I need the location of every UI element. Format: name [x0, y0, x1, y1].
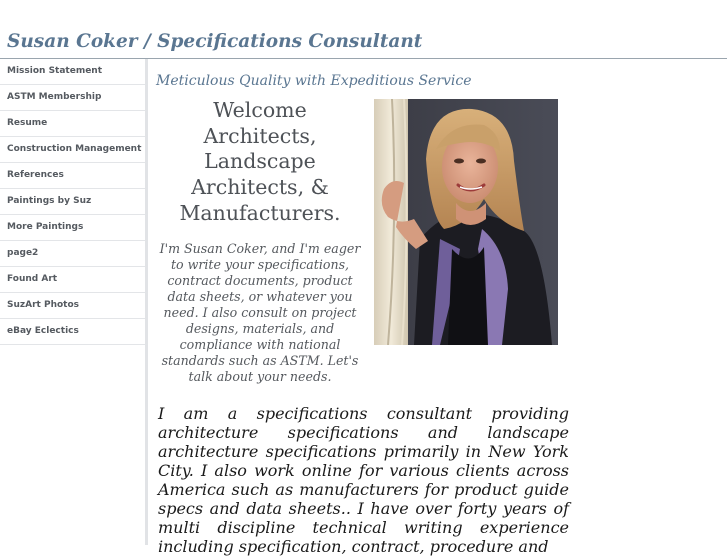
portrait-photo: [374, 99, 558, 345]
sidebar-nav: [0, 59, 148, 545]
sidebar-item-references[interactable]: References: [0, 163, 145, 189]
sidebar-item-construction-management[interactable]: Construction Management: [0, 137, 145, 163]
sidebar-item-ebay-eclectics[interactable]: eBay Eclectics: [0, 319, 145, 345]
sidebar-item-more-paintings[interactable]: More Paintings: [0, 215, 145, 241]
sidebar-item-page2[interactable]: page2: [0, 241, 145, 267]
sidebar-item-paintings-by-suz[interactable]: Paintings by Suz: [0, 189, 145, 215]
sidebar-item-suzart-photos[interactable]: SuzArt Photos: [0, 293, 145, 319]
body-paragraph: I am a specifications consultant providing architecture specifications and landscape architecture specifications primarily in New York City. I also work online for various clients across America such as manufacturers for product guide specs and data sheets.. I have over forty years of multi discipline technical writing experience including specification, contract, procedure and: [158, 404, 569, 556]
sidebar-item-astm-membership[interactable]: ASTM Membership: [0, 85, 145, 111]
site-title: Susan Coker / Specifications Consultant: [7, 31, 423, 52]
welcome-heading: Welcome Architects, Landscape Architects, & Manufacturers.: [179, 98, 341, 225]
sidebar-item-mission-statement[interactable]: Mission Statement: [0, 59, 145, 85]
tagline: Meticulous Quality with Expeditious Service: [156, 73, 472, 89]
sidebar-item-resume[interactable]: Resume: [0, 111, 145, 137]
sidebar-item-found-art[interactable]: Found Art: [0, 267, 145, 293]
intro-paragraph: I'm Susan Coker, and I'm eager to write your specifications, contract documents, product data sheets, or whatever you need. I also consult on project designs, materials, and compliance with national standards such as ASTM. Let's talk about your needs.: [159, 241, 361, 384]
